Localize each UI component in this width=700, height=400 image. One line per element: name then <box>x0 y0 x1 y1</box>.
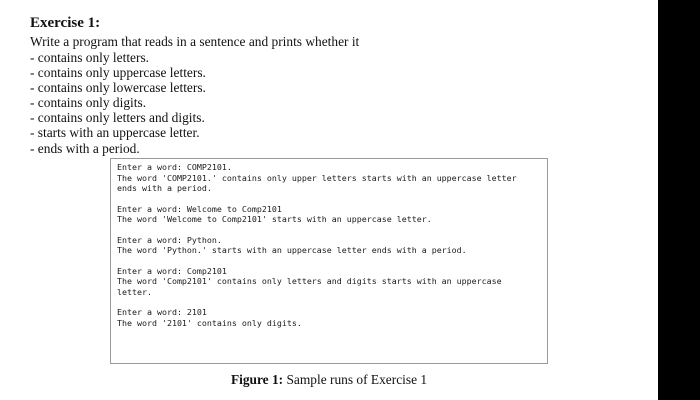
sample-run <box>117 204 541 225</box>
sample-runs-console <box>110 158 548 364</box>
exercise-title: Exercise 1: <box>30 15 101 31</box>
black-side-bar <box>658 0 700 400</box>
run-output: The word '2101' contains only digits. <box>117 317 302 328</box>
sample-run <box>117 162 541 194</box>
figure-caption <box>0 372 658 388</box>
requirement-item: - contains only uppercase letters. <box>30 65 206 81</box>
requirement-item: - contains only letters. <box>30 50 149 65</box>
run-output: The word 'COMP2101.' contains only upper letters starts with an uppercase letter ends with a period. <box>117 172 522 193</box>
exercise-section <box>30 14 630 156</box>
run-output: The word 'Comp2101' contains only letters and digits starts with an uppercase letter. <box>117 276 507 297</box>
sample-run <box>117 235 541 256</box>
sample-run <box>117 307 541 328</box>
run-prompt: Enter a word: COMP2101. <box>117 162 232 172</box>
figure-label: Figure 1: <box>230 372 284 387</box>
run-output: The word 'Python.' starts with an uppercase letter ends with a period. <box>117 245 467 255</box>
run-prompt: Enter a word: Welcome to Comp2101 <box>117 203 282 214</box>
requirement-item: - starts with an uppercase letter. <box>30 125 200 141</box>
run-output: The word 'Welcome to Comp2101' starts with an uppercase letter. <box>117 214 432 224</box>
run-prompt: Enter a word: 2101 <box>117 307 207 317</box>
requirement-item: - contains only letters and digits. <box>30 110 205 126</box>
figure-caption-text: Sample runs of Exercise 1 <box>283 372 428 387</box>
exercise-intro: Write a program that reads in a sentence and prints whether it <box>30 34 360 49</box>
requirement-item: - ends with a period. <box>30 140 140 156</box>
run-prompt: Enter a word: Python. <box>117 234 222 245</box>
requirement-item: - contains only lowercase letters. <box>30 80 206 96</box>
sample-run <box>117 266 541 298</box>
requirement-item: - contains only digits. <box>30 95 147 111</box>
run-prompt: Enter a word: Comp2101 <box>117 265 227 276</box>
requirements-list <box>30 50 630 156</box>
